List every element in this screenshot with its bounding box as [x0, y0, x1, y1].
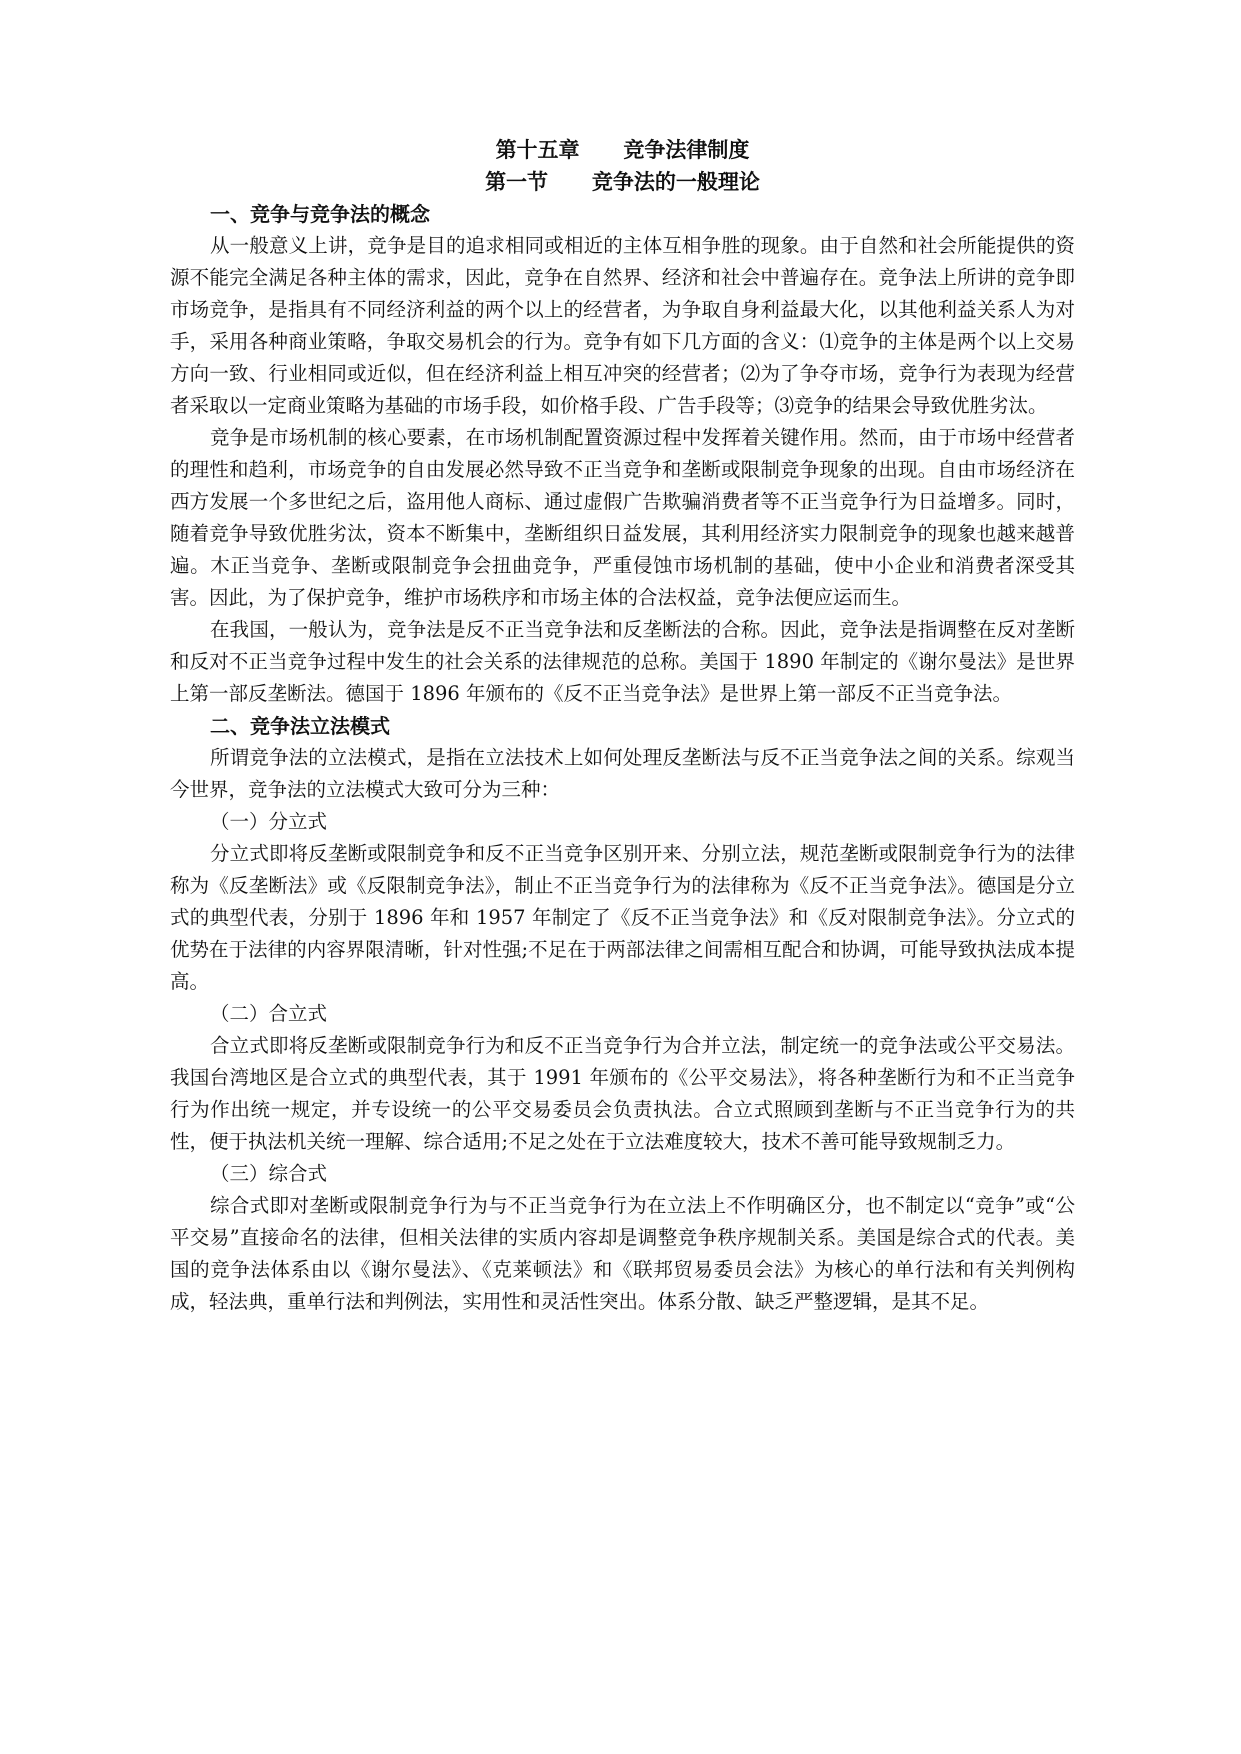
paragraph: 所谓竞争法的立法模式，是指在立法技术上如何处理反垄断法与反不正当竞争法之间的关系。综观当今世界，竞争法的立法模式大致可分为三种：: [170, 746, 1075, 801]
subheading-separate: （一）分立式: [210, 810, 328, 833]
paragraph: 在我国，一般认为，竞争法是反不正当竞争法和反垄断法的合称。因此，竞争法是指调整在反对垄断和反对不正当竞争过程中发生的社会关系的法律规范的总称。美国于 1890 年制定的《谢尔曼法》是世界上第一部反垄断法。德国于 1896 年颁布的《反不正当竞争法》是世界上第一部反不正当竞争法。: [170, 618, 1075, 705]
paragraph: 从一般意义上讲，竞争是目的追求相同或相近的主体互相争胜的现象。由于自然和社会所能提供的资源不能完全满足各种主体的需求，因此，竞争在自然界、经济和社会中普遍存在。竞争法上所讲的竞争即市场竞争，是指具有不同经济利益的两个以上的经营者，为争取自身利益最大化，以其他利益关系人为对手，采用各种商业策略，争取交易机会的行为。竞争有如下几方面的含义：⑴竞争的主体是两个以上交易方向一致、行业相同或近似，但在经济利益上相互冲突的经营者；⑵为了争夺市场，竞争行为表现为经营者采取以一定商业策略为基础的市场手段，如价格手段、广告手段等；⑶竞争的结果会导致优胜劣汰。: [170, 234, 1075, 417]
paragraph: 合立式即将反垄断或限制竞争行为和反不正当竞争行为合并立法，制定统一的竞争法或公平交易法。我国台湾地区是合立式的典型代表，其于 1991 年颁布的《公平交易法》，将各种垄断行为和不正当竞争行为作出统一规定，并专设统一的公平交易委员会负责执法。合立式照顾到垄断与不正当竞争行为的共性，便于执法机关统一理解、综合适用;不足之处在于立法难度较大，技术不善可能导致规制乏力。: [170, 1034, 1075, 1153]
section-title: 第一节 竞争法的一般理论: [485, 170, 760, 194]
heading-legislative-mode: 二、竞争法立法模式: [210, 714, 390, 738]
subheading-combined: （二）合立式: [210, 1002, 328, 1025]
chapter-title: 第十五章 竞争法律制度: [495, 138, 750, 162]
paragraph: 竞争是市场机制的核心要素，在市场机制配置资源过程中发挥着关键作用。然而，由于市场中经营者的理性和趋利，市场竞争的自由发展必然导致不正当竞争和垄断或限制竞争现象的出现。自由市场经济在西方发展一个多世纪之后，盗用他人商标、通过虚假广告欺骗消费者等不正当竞争行为日益增多。同时，随着竞争导致优胜劣汰，资本不断集中，垄断组织日益发展，其利用经济实力限制竞争的现象也越来越普遍。木正当竞争、垄断或限制竞争会扭曲竞争，严重侵蚀市场机制的基础，使中小企业和消费者深受其害。因此，为了保护竞争，维护市场秩序和市场主体的合法权益，竞争法便应运而生。: [170, 426, 1075, 609]
paragraph: 分立式即将反垄断或限制竞争和反不正当竞争区别开来、分别立法，规范垄断或限制竞争行为的法律称为《反垄断法》或《反限制竞争法》，制止不正当竞争行为的法律称为《反不正当竞争法》。德国是分立式的典型代表，分别于 1896 年和 1957 年制定了《反不正当竞争法》和《反对限制竞争法》。分立式的优势在于法律的内容界限清晰，针对性强;不足在于两部法律之间需相互配合和协调，可能导致执法成本提高。: [170, 842, 1075, 993]
heading-concept: 一、竞争与竞争法的概念: [210, 202, 430, 226]
document-page: [170, 134, 1075, 1318]
paragraph: 综合式即对垄断或限制竞争行为与不正当竞争行为在立法上不作明确区分，也不制定以“竞争”或“公平交易”直接命名的法律，但相关法律的实质内容却是调整竞争秩序规制关系。美国是综合式的代表。美国的竞争法体系由以《谢尔曼法》、《克莱顿法》和《联邦贸易委员会法》为核心的单行法和有关判例构成，轻法典，重单行法和判例法，实用性和灵活性突出。体系分散、缺乏严整逻辑，是其不足。: [170, 1194, 1075, 1313]
subheading-comprehensive: （三）综合式: [210, 1162, 328, 1185]
